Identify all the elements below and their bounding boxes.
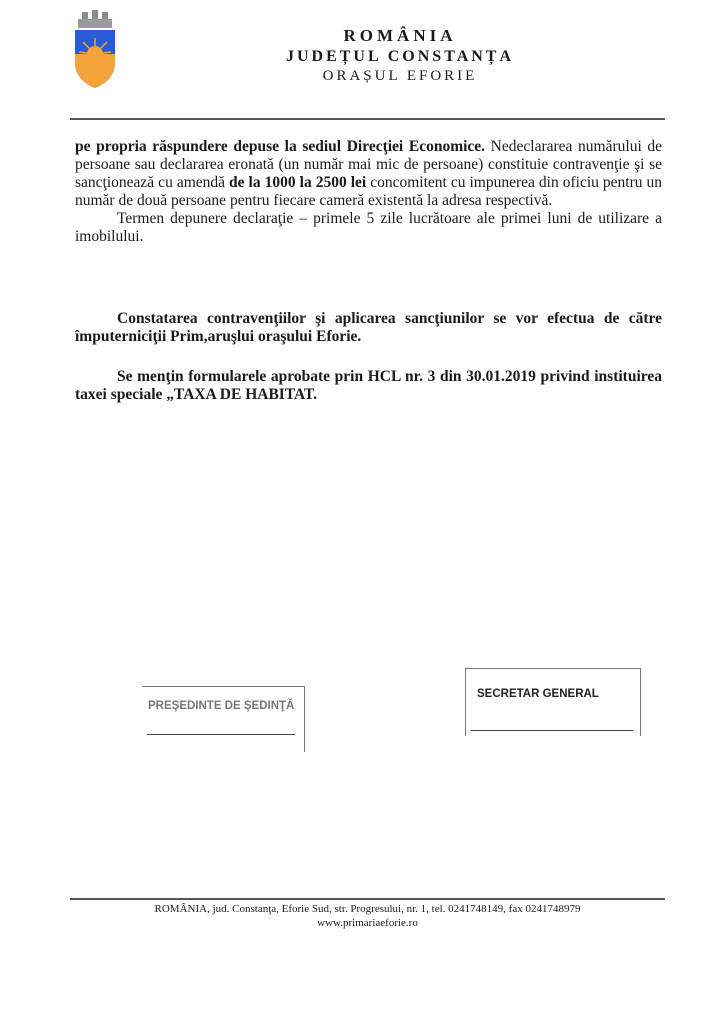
header-divider <box>70 118 665 120</box>
footer-address: ROMÂNIA, jud. Constanţa, Eforie Sud, str. Progresului, nr. 1, tel. 0241748149, fax 0241748979 <box>154 903 581 915</box>
paragraph-1-text: Nedeclararea numărului de persoane sau declararea eronată (un număr mai mic de persoane) constituie contravenţie şi se sancţionează cu amendă <box>75 138 662 191</box>
paragraph-1-text-end: concomitent cu impunerea din oficiu pentru un număr de două persoane pentru fiecare cameră existentă la adresa respectivă. <box>75 174 663 209</box>
header-county: JUDEȚUL CONSTANȚA <box>285 48 515 65</box>
secretary-label: SECRETAR GENERAL <box>477 688 599 700</box>
paragraph-4: Se menţin formularele aprobate prin HCL nr. 3 din 30.01.2019 privind instituirea taxei speciale „TAXA DE HABITAT. <box>75 368 662 403</box>
header-country: ROMÂNIA <box>343 26 457 45</box>
paragraph-1 <box>75 138 662 210</box>
fine-amount: de la 1000 la 2500 lei <box>229 174 367 191</box>
president-signature-block <box>142 680 307 755</box>
coat-of-arms-icon <box>70 10 120 90</box>
secretary-signature-line <box>471 730 633 731</box>
paragraph-1-bold-start: pe propria răspundere depuse la sediul Direcţiei Economice. <box>75 138 486 155</box>
paragraph-3: Constatarea contravenţiilor şi aplicarea sancţiunilor se vor efectua de către împuterniciţii Prim,aruşlui oraşului Eforie. <box>75 310 662 345</box>
secretary-signature-block <box>465 664 643 740</box>
footer-divider <box>70 898 665 900</box>
president-signature-line <box>147 734 295 735</box>
header-town: ORAȘUL EFORIE <box>322 68 478 84</box>
president-label: PREŞEDINTE DE ŞEDINŢĂ <box>148 700 295 712</box>
footer-website[interactable]: www.primariaeforie.ro <box>317 917 418 929</box>
paragraph-2: Termen depunere declaraţie – primele 5 zile lucrătoare ale primei luni de utilizare a imobilului. <box>75 210 662 245</box>
document-body <box>75 138 662 246</box>
